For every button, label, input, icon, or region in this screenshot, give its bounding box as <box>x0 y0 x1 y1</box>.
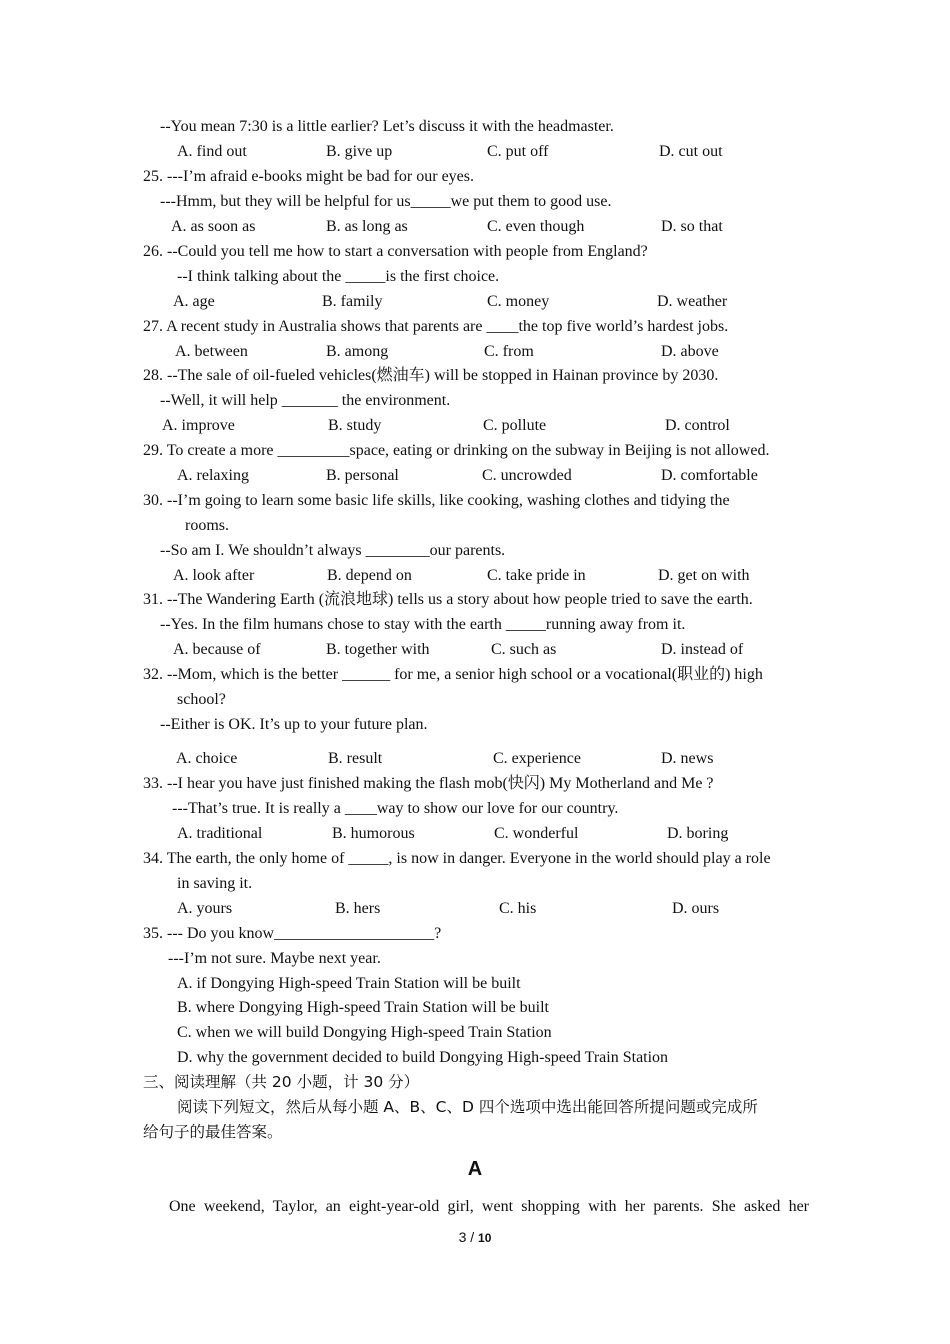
answer-option: A. traditional <box>177 825 263 842</box>
answer-option: A. as soon as <box>171 218 256 235</box>
answer-option: B. family <box>322 293 383 310</box>
answer-option: C. wonderful <box>494 825 579 842</box>
answer-option: A. improve <box>162 417 235 434</box>
answer-option: C. put off <box>487 143 549 160</box>
answer-option: D. instead of <box>661 641 744 658</box>
answer-option: B. result <box>328 750 383 767</box>
page-number: 3 <box>458 1229 467 1245</box>
section-instruction-line-2: 给句子的最佳答案。 <box>143 1123 283 1141</box>
question-line: --Either is OK. It’s up to your future plan. <box>160 716 428 733</box>
question-line: ---Hmm, but they will be helpful for us_____we put them to good use. <box>160 193 612 210</box>
answer-option: B. humorous <box>332 825 415 842</box>
answer-option: B. study <box>328 417 382 434</box>
answer-option: B. hers <box>335 900 381 917</box>
answer-option: B. among <box>326 343 389 360</box>
answer-option: A. yours <box>177 900 233 917</box>
answer-option: D. weather <box>657 293 728 310</box>
answer-option: D. get on with <box>658 567 750 584</box>
answer-option: A. relaxing <box>177 467 249 484</box>
page-total: 10 <box>478 1231 492 1245</box>
answer-option: B. personal <box>326 467 399 484</box>
question-line: --Well, it will help _______ the environment. <box>160 392 451 409</box>
question-line: --So am I. We shouldn’t always ________our parents. <box>160 542 506 559</box>
answer-option: C. experience <box>493 750 581 767</box>
answer-option: A. age <box>173 293 215 310</box>
answer-option: D. so that <box>661 218 723 235</box>
answer-option: C. take pride in <box>487 567 586 584</box>
question-line: 34. The earth, the only home of _____, is now in danger. Everyone in the world should play a role <box>143 850 771 867</box>
answer-option: D. news <box>661 750 714 767</box>
answer-option: D. cut out <box>659 143 723 160</box>
question-line: 29. To create a more _________space, eating or drinking on the subway in Beijing is not allowed. <box>143 442 770 459</box>
question-line: 28. --The sale of oil-fueled vehicles(燃油车) will be stopped in Hainan province by 2030. <box>143 367 719 384</box>
answer-option: C. his <box>499 900 537 917</box>
question-line: ---I’m not sure. Maybe next year. <box>168 950 381 967</box>
answer-option: D. above <box>661 343 719 360</box>
question-line: C. when we will build Dongying High-speed Train Station <box>177 1024 552 1041</box>
answer-option: D. boring <box>667 825 729 842</box>
answer-option: A. look after <box>173 567 255 584</box>
answer-option: A. because of <box>173 641 261 658</box>
question-line: --I think talking about the _____is the first choice. <box>177 268 500 285</box>
page-separator: / <box>466 1229 479 1245</box>
answer-option: C. such as <box>491 641 557 658</box>
answer-option: C. pollute <box>483 417 547 434</box>
question-line: 26. --Could you tell me how to start a conversation with people from England? <box>143 243 648 260</box>
answer-option: A. between <box>175 343 248 360</box>
question-line: D. why the government decided to build Dongying High-speed Train Station <box>177 1049 669 1066</box>
answer-option: A. find out <box>177 143 247 160</box>
question-line: B. where Dongying High-speed Train Station will be built <box>177 999 549 1016</box>
question-line: 25. ---I’m afraid e-books might be bad for our eyes. <box>143 168 474 185</box>
question-line: ---That’s true. It is really a ____way to show our love for our country. <box>172 800 619 817</box>
question-line: 33. --I hear you have just finished making the flash mob(快闪) My Motherland and Me ? <box>143 775 714 792</box>
question-line: --Yes. In the film humans chose to stay with the earth _____running away from it. <box>160 616 686 633</box>
answer-option: D. comfortable <box>661 467 758 484</box>
answer-option: C. money <box>487 293 550 310</box>
page-footer <box>0 1229 950 1245</box>
section-instruction-line-1: 阅读下列短文，然后从每小题 A、B、C、D 四个选项中选出能回答所提问题或完成所 <box>177 1098 758 1116</box>
answer-option: D. ours <box>672 900 720 917</box>
answer-option: D. control <box>665 417 730 434</box>
question-line: 30. --I’m going to learn some basic life skills, like cooking, washing clothes and tidying the <box>143 492 730 509</box>
section-title: 三、阅读理解（共 20 小题，计 30 分） <box>143 1073 420 1091</box>
answer-option: C. from <box>484 343 534 360</box>
question-line: A. if Dongying High-speed Train Station will be built <box>177 975 521 992</box>
passage-heading: A <box>467 1158 483 1180</box>
question-line: 32. --Mom, which is the better ______ for me, a senior high school or a vocational(职业的) high <box>143 666 763 683</box>
answer-option: B. as long as <box>326 218 408 235</box>
answer-option: B. give up <box>326 143 393 160</box>
answer-option: C. even though <box>487 218 585 235</box>
question-line: 35. --- Do you know____________________? <box>143 925 442 942</box>
answer-option: B. depend on <box>327 567 412 584</box>
question-line: 31. --The Wandering Earth (流浪地球) tells us a story about how people tried to save the earth. <box>143 591 753 608</box>
question-line: 27. A recent study in Australia shows that parents are ____the top five world’s hardest jobs. <box>143 318 729 335</box>
question-line: rooms. <box>185 517 229 534</box>
answer-option: C. uncrowded <box>482 467 572 484</box>
passage-first-line: One weekend, Taylor, an eight-year-old girl, went shopping with her parents. She asked her <box>169 1198 809 1215</box>
answer-option: A. choice <box>176 750 238 767</box>
question-line: --You mean 7:30 is a little earlier? Let’s discuss it with the headmaster. <box>160 118 614 135</box>
answer-option: B. together with <box>326 641 430 658</box>
question-line: school? <box>177 691 226 708</box>
question-line: in saving it. <box>177 875 253 892</box>
